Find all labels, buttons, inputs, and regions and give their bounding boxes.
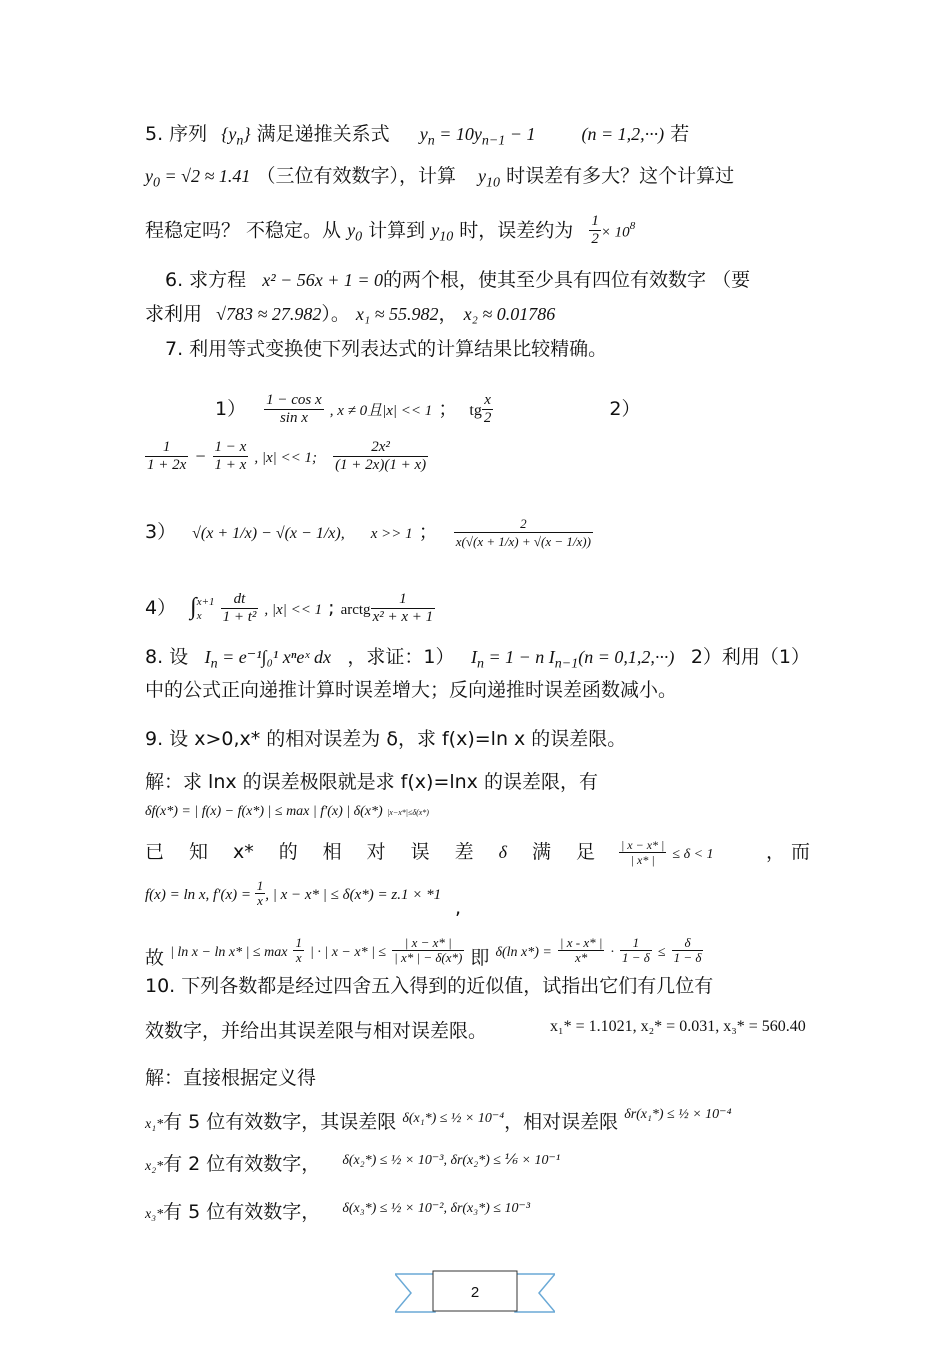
root-x2: x₂ ≈ 0.01786 — [463, 304, 556, 324]
p9-formula-3: 故 | ln x − ln x* | ≤ max $\frac{1}{x}$ | · | x − x* | ≤ $\frac{| x - x* |}{| x* | - \delta(x*)}$ 即 δ(ln x*) = $\frac{| x - x* |}{x*}$ · $\frac{1}{1 - \delta}$ ≤ $\frac{\delta}{1 - \delta}$ — [145, 935, 702, 969]
page-footer-ribbon — [395, 1268, 555, 1318]
p10-numbers: x₁* = 1.1021, x₂* = 0.031, x₃* = 560.40 — [550, 1018, 806, 1035]
p7-item2: $\frac{1}{1 + 2x}$ − $\frac{1 - x}{1 + x}$ , |x| << 1; $\frac{\text{2x²}}{(1 + 2x)(1 + x)}$ — [147, 439, 427, 473]
integral-recurrence: $I_n = 1 - n$ $I_{n-1}(n = 0,1,2,\cdot\cdot\cdot)$ — [470, 647, 675, 672]
p10-solution: 解：直接根据定义得 — [145, 1067, 317, 1089]
p8-line2: 中的公式正向递推计算时误差增大；反向递推时误差函数减小。 — [145, 679, 678, 701]
y0-approx: $y_0 = √2 \approx 1.41$ — [145, 166, 251, 191]
p5-line1: 5. 序列 $\{y_n\}$ 满足递推关系式 $y_n = 10y_{n-1} - 1$ (n = 1,2,···) 若 — [145, 123, 690, 149]
p9-formula-1: δf(x*) = | f(x) − f(x*) | ≤ max | f′(x) | δ(x*) |x−x*|≤δ(x*) — [145, 804, 429, 819]
p7-item4: 4） ∫ x+1 x $\frac{dt}{\text{1 + t²}}$ , |x| << 1 ; arctg $\frac{1}{\text{x² + x + 1}}$ — [145, 591, 434, 625]
p9-title: 9. 设 x>0,x* 的相对误差为 δ，求 f(x)=ln x 的误差限。 — [145, 728, 627, 750]
p7-title: 7. 利用等式变换使下列表达式的计算结果比较精确。 — [165, 338, 608, 360]
page-number: 2 — [470, 1284, 480, 1301]
p10-line2: 效数字，并给出其误差限与相对误差限。 x₁* = 1.1021, x₂* = 0.031, x₃* = 560.40 — [145, 1017, 810, 1045]
p5-line2: $y_0 = √2 \approx 1.41$ （三位有效数字），计算 $y_{10}$ 时误差有多大？这个计算过 — [145, 165, 735, 191]
recurrence-formula: $y_n = 10y_{n-1} - 1$ — [419, 124, 536, 149]
p8-line1: 8. 设 $I_n = e^{-1}\int_0^1$ xⁿeˣ dx ，求证：1） $I_n = 1 - n$ $I_{n-1}(n = 0,1,2,\cdot\cdot\cdot)$ 2）利用（1） — [145, 643, 810, 679]
p7-item3: 3） √(x + 1/x) − √(x − 1/x), x >> 1 ； $\frac{2}{x(√(x + 1/x) + √(x - 1/x))}$ — [145, 516, 591, 549]
p6-line2: 求利用 √783 ≈ 27.982）。 x₁ ≈ 55.982， x₂ ≈ 0.01786 — [145, 303, 556, 325]
p9-solution: 解：求 lnx 的误差极限就是求 f(x)=lnx 的误差限，有 — [145, 771, 598, 793]
y10-symbol: $y_{10}$ — [478, 166, 501, 191]
p10-result-3: x₃*有 5 位有效数字， $^{\delta(x_3*) \le \frac{1}{2} \times 10^{-2}, \delta r(x_3*) \le 10^{-3}}$ — [145, 1201, 531, 1223]
p5-line3: 程稳定吗？ 不稳定。从 $y_0$ 计算到 $y_{10}$ 时，误差约为 $\frac{1}{2}$ × $10^8$ — [145, 213, 636, 248]
p7-item1: 1） $\frac{\text{1 − cos x}}{\text{sin x}}$ , x ≠ 0且|x| << 1 ； tg $\frac{x}{2}$ 2） — [215, 392, 641, 426]
quadratic-equation: x² − 56x + 1 = 0 — [262, 270, 384, 290]
seq-symbol: $\{y_n\}$ — [221, 124, 251, 149]
sqrt-783: √783 ≈ 27.982 — [216, 304, 322, 324]
error-estimate-fraction: $\frac{1}{2}$ — [591, 213, 599, 248]
root-x1: x₁ ≈ 55.982 — [355, 304, 439, 324]
p9-comma: , — [455, 897, 462, 919]
p10-title: 10. 下列各数都是经过四舍五入得到的近似值，试指出它们有几位有 — [145, 975, 714, 997]
p9-formula-2: f(x) = ln x, f′(x) = $\frac{1}{x}$ , | x − x* | ≤ δ(x*) = z.1 × *1 — [145, 878, 442, 908]
p9-known-line: 已 知 x* 的 相 对 误 差 δ 满 足 $\frac{| x - x* |}{| x* |}$ ≤ δ < 1 ， 而 — [145, 838, 810, 867]
p6-line1: 6. 求方程 x² − 56x + 1 = 0的两个根，使其至少具有四位有效数字 （要 — [165, 269, 751, 291]
integral-definition: $I_n = e^{-1}\int_0^1$ xⁿeˣ dx — [204, 647, 331, 672]
p10-result-2: x₂*有 2 位有效数字， $^{\delta(x_2*) \le \frac{1}{2} \times 10^{-3}, \delta r(x_2*) \le \frac{1}{6} \times 10^{-1}}$ — [145, 1153, 561, 1175]
p10-result-1: x₁*有 5 位有效数字，其误差限 $^{\delta(x_1*) \le \frac{1}{2} \times 10^{-4}}$，相对误差限 $^{\delta r(x_1*) \le \frac{1}{2} \times 10^{-4}}$ — [145, 1107, 732, 1133]
recurrence-condition: (n = 1,2,···) — [581, 124, 665, 144]
